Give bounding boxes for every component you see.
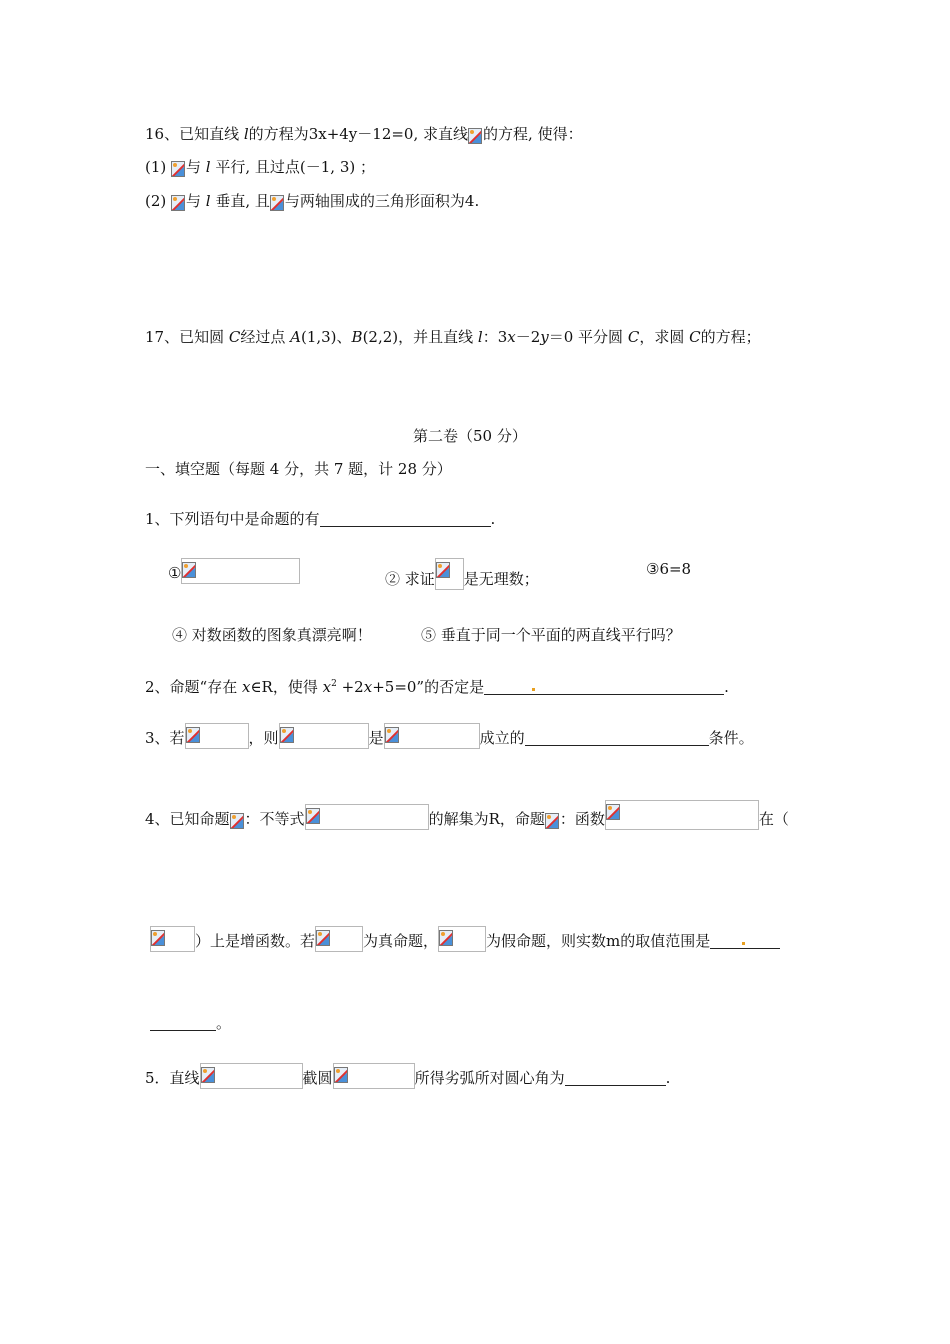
var-a: A — [290, 328, 301, 346]
broken-image-icon — [315, 926, 363, 952]
var-l: l — [477, 328, 483, 346]
f4-text: 在（ — [758, 810, 789, 828]
f5-text: 5．直线 — [145, 1069, 200, 1087]
var-x: x — [322, 678, 332, 696]
f2-text: =0”的否定是 — [394, 678, 485, 696]
section-heading: 一、填空题（每题 4 分，共 7 题，计 28 分） — [145, 460, 452, 478]
exponent: 2 — [331, 679, 337, 689]
f3-text: ，则 — [248, 729, 279, 747]
var-b: B — [351, 328, 363, 346]
f4-text: 的解集为R，命题 — [428, 810, 545, 828]
q17-text: (2,2)，并且直线 — [362, 328, 478, 346]
f2-text: ∈R，使得 — [250, 678, 323, 696]
option-number: ① — [168, 564, 182, 582]
q16-text: 垂直, 且 — [210, 192, 270, 210]
f4-end — [150, 1012, 231, 1034]
broken-image-icon — [435, 558, 464, 590]
broken-image-icon — [468, 127, 483, 145]
f4-text: 为假命题，则实数m的取值范围是 — [486, 932, 711, 950]
q16-text: 平行, 且过点(－1, 3) ； — [210, 158, 376, 176]
answer-blank — [320, 510, 491, 527]
broken-image-icon — [181, 558, 300, 584]
q17-text: ＝0 平分圆 — [548, 328, 628, 346]
f4-text: ：不等式 — [244, 810, 305, 828]
q16-text: 16、已知直线 — [145, 125, 244, 143]
var-x: x — [241, 678, 251, 696]
var-c: C — [228, 328, 241, 346]
f5-text: 截圆 — [302, 1069, 333, 1087]
var-x: x — [507, 328, 516, 346]
var-x: x — [363, 678, 373, 696]
f1-stem — [145, 508, 495, 530]
broken-image-icon — [438, 926, 486, 952]
var-y: y — [540, 328, 549, 346]
q16-text: 的方程为 — [248, 125, 309, 143]
f2-text: +2 — [336, 678, 364, 696]
q16-text: 与两轴围成的三角形面积为4. — [284, 192, 480, 210]
f2-text: 2、命题“存在 — [145, 678, 242, 696]
broken-image-icon — [171, 160, 186, 178]
broken-image-icon — [270, 194, 285, 212]
f1-option-1 — [168, 558, 300, 584]
f1-option-5: ⑤ 垂直于同一个平面的两直线平行吗？ — [421, 626, 681, 644]
f2-text: . — [724, 678, 729, 696]
f1-option-3: ③6=8 — [646, 560, 692, 578]
q17-text: ：3 — [482, 328, 508, 346]
answer-blank — [150, 1014, 216, 1031]
q16-part2 — [145, 190, 479, 212]
part2-title: 第二卷（50 分） — [413, 427, 527, 445]
var-l: l — [205, 158, 211, 176]
f1-option-2 — [385, 558, 539, 590]
f4-cont — [150, 926, 780, 952]
broken-image-icon — [279, 723, 369, 749]
q17-text: (1,3)、 — [300, 328, 352, 346]
part-number: (2) — [145, 192, 172, 210]
broken-image-icon — [384, 723, 480, 749]
q17-text: ，求圆 — [639, 328, 690, 346]
var-l: l — [205, 192, 211, 210]
broken-image-icon — [200, 1063, 303, 1089]
answer-blank — [525, 729, 709, 746]
option-text: ② 求证 — [385, 570, 435, 588]
q16-text: , 求直线 — [413, 125, 469, 143]
f3-text: 是 — [368, 729, 384, 747]
q16-text: 的方程, 使得： — [483, 125, 583, 143]
q17-text: 经过点 — [240, 328, 291, 346]
broken-image-icon — [605, 800, 759, 830]
f3-stem — [145, 723, 754, 749]
var-l: l — [243, 125, 249, 143]
q16-stem — [145, 123, 583, 145]
broken-image-icon — [545, 812, 560, 830]
var-c: C — [689, 328, 701, 346]
broken-image-icon — [150, 926, 195, 952]
f5-text: 所得劣弧所对圆心角为 — [414, 1069, 565, 1087]
f3-text: 成立的 — [479, 729, 525, 747]
part-number: (1) — [145, 158, 172, 176]
var-c: C — [627, 328, 640, 346]
q17-stem — [145, 326, 761, 348]
q17-text: －2 — [515, 328, 541, 346]
f5-stem — [145, 1063, 670, 1089]
option-text: 是无理数； — [463, 570, 539, 588]
f5-text: . — [665, 1069, 671, 1087]
q16-part1 — [145, 156, 375, 178]
f2-stem — [145, 673, 729, 698]
f4-text: 4、已知命题 — [145, 810, 230, 828]
q16-equation: 3x+4y－12=0 — [308, 125, 414, 143]
answer-blank — [710, 932, 780, 949]
f1-option-4: ④ 对数函数的图象真漂亮啊！ — [172, 626, 372, 644]
answer-blank — [484, 678, 724, 695]
f4-stem — [145, 800, 789, 830]
q17-text: 17、已知圆 — [145, 328, 229, 346]
f1-text: 1、下列语句中是命题的有 — [145, 510, 320, 528]
answer-blank — [565, 1069, 666, 1086]
f4-text: 。 — [216, 1014, 232, 1032]
f3-text: 条件。 — [708, 729, 754, 747]
f4-text: ：函数 — [559, 810, 605, 828]
broken-image-icon — [185, 723, 249, 749]
broken-image-icon — [305, 804, 429, 830]
broken-image-icon — [171, 194, 186, 212]
q16-text: 与 — [186, 192, 206, 210]
f4-text: ）上是增函数。若 — [195, 932, 316, 950]
q16-text: 与 — [186, 158, 206, 176]
f2-text: +5 — [372, 678, 395, 696]
q17-text: 的方程； — [700, 328, 761, 346]
f3-text: 3、若 — [145, 729, 185, 747]
f4-text: 为真命题， — [363, 932, 439, 950]
broken-image-icon — [230, 812, 245, 830]
f1-text: . — [490, 510, 496, 528]
broken-image-icon — [333, 1063, 415, 1089]
